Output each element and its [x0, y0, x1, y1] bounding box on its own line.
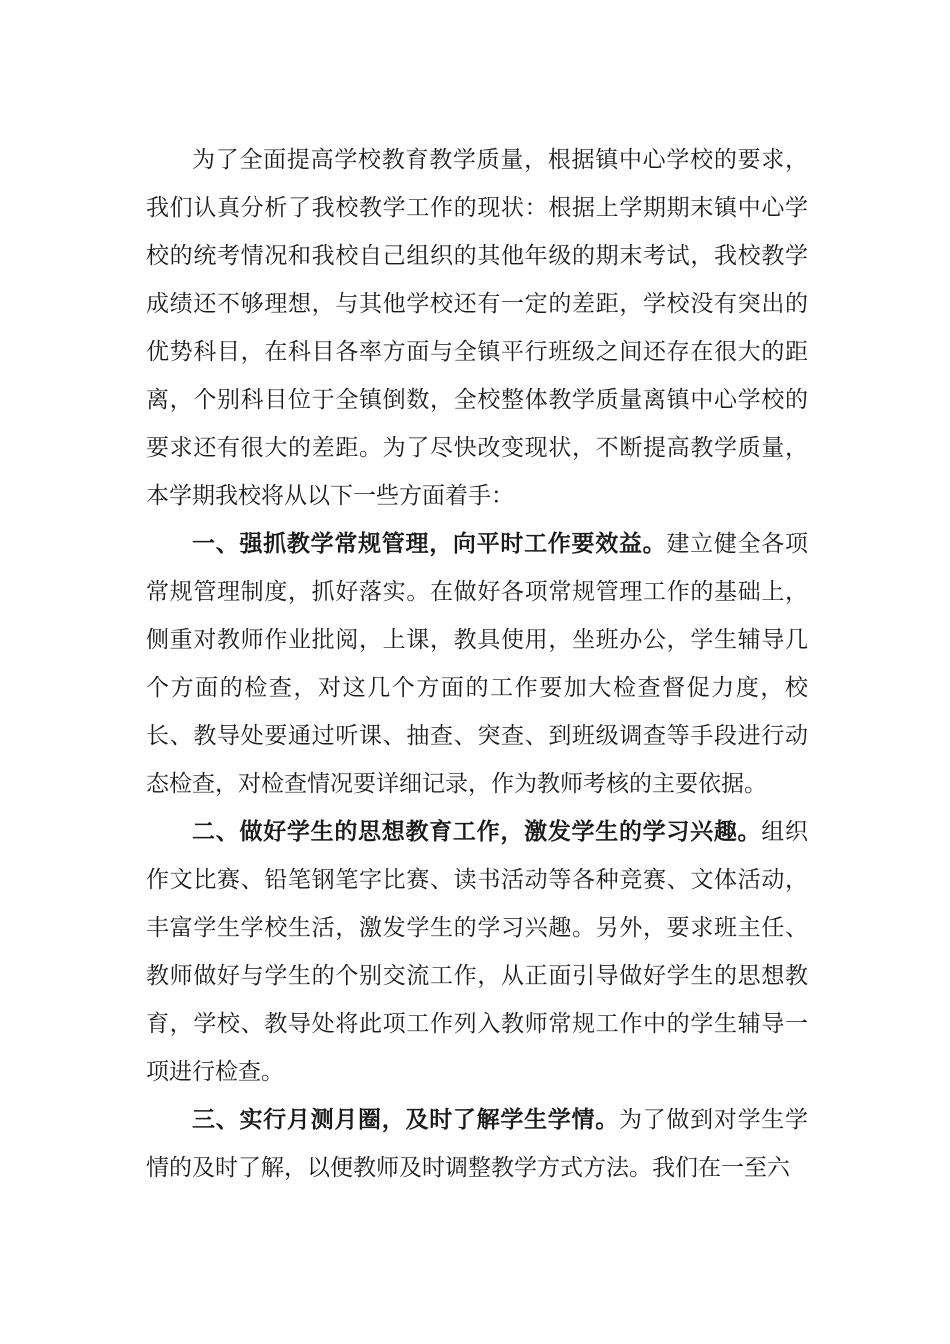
paragraph-text: 建立健全各项常规管理制度，抓好落实。在做好各项常规管理工作的基础上，侧重对教师作业批阅，上课，教具使用，坐班办公，学生辅导几个方面的检查，对这几个方面的工作要加大检查督促力度，校长、教导处要通过听课、抽查、突查、到班级调查等手段进行动态检查，对检查情况要详细记录，作为教师考核的主要依据。 [146, 531, 809, 797]
paragraph-heading: 一、强抓教学常规管理，向平时工作要效益。 [192, 531, 667, 557]
paragraph-student-education [146, 808, 808, 1096]
document-body [146, 136, 808, 1192]
paragraph-monthly-tests [146, 1096, 808, 1192]
paragraph-text: 为了做到对学生学情的及时了解，以便教师及时调整教学方式方法。我们在一至六 [146, 1107, 809, 1181]
paragraph-intro [146, 136, 808, 520]
paragraph-heading: 三、实行月测月圈，及时了解学生学情。 [192, 1107, 619, 1133]
paragraph-routine-management [146, 520, 808, 808]
paragraph-heading: 二、做好学生的思想教育工作，激发学生的学习兴趣。 [192, 819, 762, 845]
paragraph-text: 为了全面提高学校教育教学质量，根据镇中心学校的要求，我们认真分析了我校教学工作的现状：根据上学期期末镇中心学校的统考情况和我校自己组织的其他年级的期末考试，我校教学成绩还不够理想，与其他学校还有一定的差距，学校没有突出的优势科目，在科目各率方面与全镇平行班级之间还存在很大的距离，个别科目位于全镇倒数，全校整体教学质量离镇中心学校的要求还有很大的差距。为了尽快改变现状，不断提高教学质量，本学期我校将从以下一些方面着手： [146, 147, 808, 509]
paragraph-text: 组织作文比赛、铅笔钢笔字比赛、读书活动等各种竞赛、文体活动，丰富学生学校生活，激发学生的学习兴趣。另外，要求班主任、教师做好与学生的个别交流工作，从正面引导做好学生的思想教育，学校、教导处将此项工作列入教师常规工作中的学生辅导一项进行检查。 [146, 819, 809, 1085]
